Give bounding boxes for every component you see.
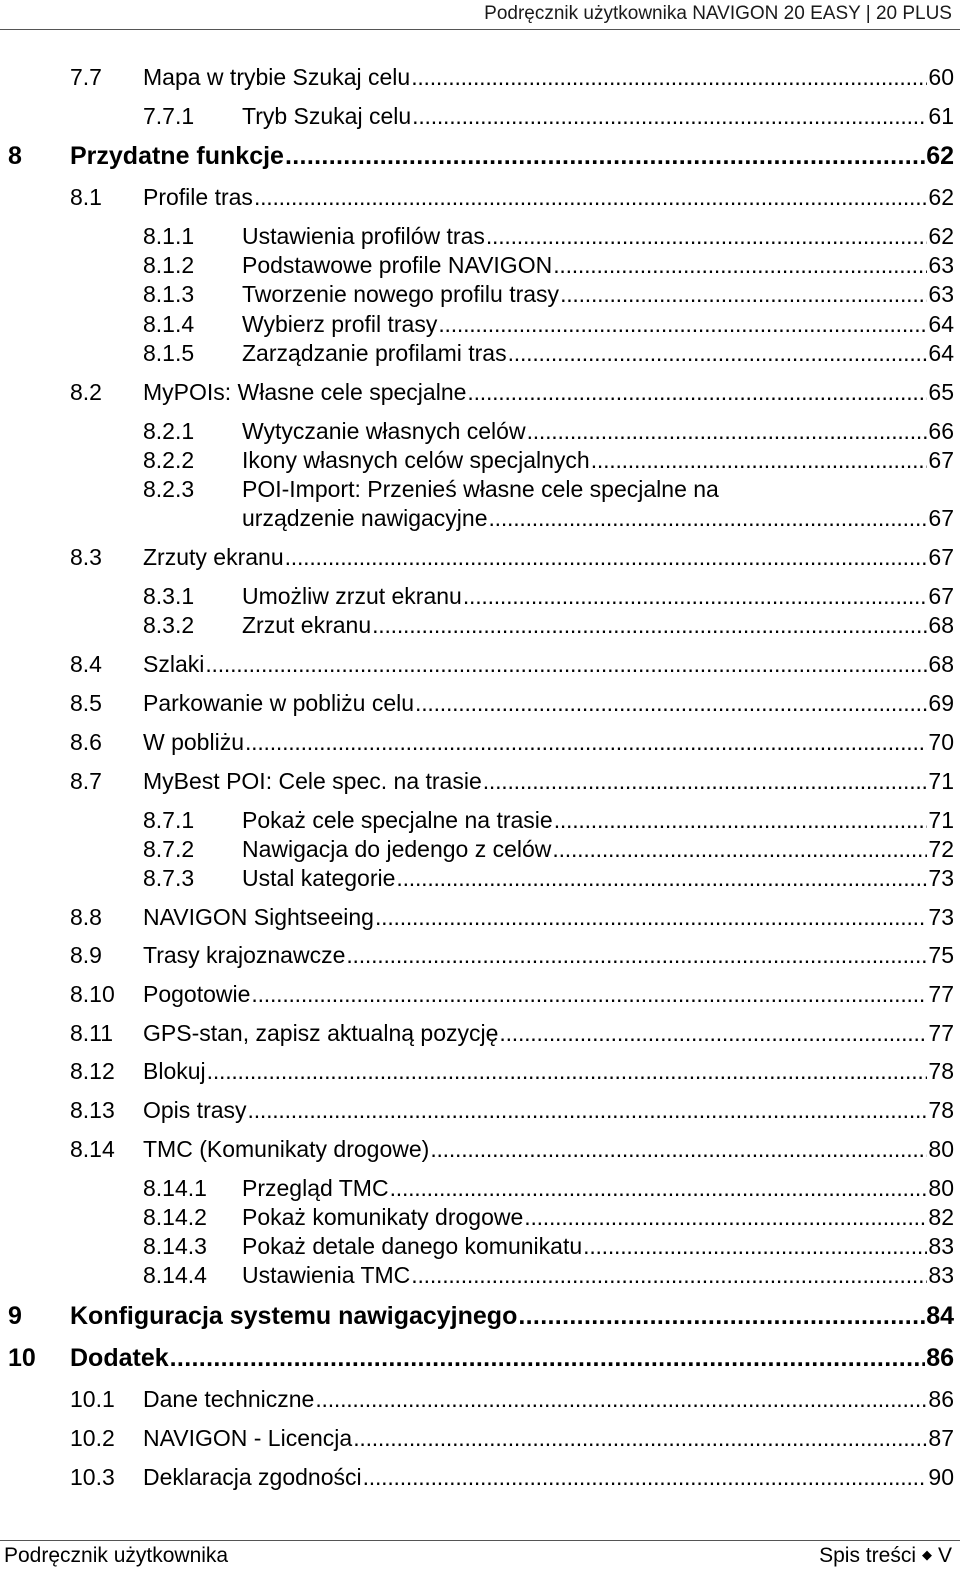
toc-title: POI-Import: Przenieś własne cele specjalne na <box>242 476 719 502</box>
toc-page: 75 <box>928 942 954 968</box>
footer-section-name: Spis treści <box>819 1544 916 1567</box>
toc-entry-9[interactable] <box>8 1301 954 1331</box>
toc-entry-8-9[interactable] <box>70 940 954 970</box>
toc-page: 67 <box>928 505 954 531</box>
toc-page: 78 <box>928 1058 954 1084</box>
dot-leader <box>412 101 927 131</box>
toc-number: 8.9 <box>70 942 102 968</box>
dot-leader <box>205 649 927 679</box>
toc-title: Konfiguracja systemu nawigacyjnego <box>70 1302 518 1330</box>
toc-page: 80 <box>928 1175 954 1201</box>
toc-title: TMC (Komunikaty drogowe) <box>143 1136 430 1162</box>
toc-entry-10-3[interactable] <box>70 1462 954 1492</box>
toc-number: 8.14.4 <box>143 1262 207 1288</box>
toc-page: 64 <box>928 311 954 337</box>
dot-leader <box>430 1134 927 1164</box>
toc-number: 8.14.3 <box>143 1233 207 1259</box>
toc-page: 68 <box>928 651 954 677</box>
toc-entry-8-13[interactable] <box>70 1095 954 1125</box>
toc-entry-8-14-1[interactable] <box>143 1173 954 1203</box>
toc-number: 10 <box>8 1344 36 1372</box>
toc-number: 8.3.1 <box>143 583 195 609</box>
toc-page: 82 <box>928 1204 954 1230</box>
toc-number: 7.7 <box>70 64 102 90</box>
dot-leader <box>486 221 928 251</box>
toc-title: Pokaż cele specjalne na trasie <box>242 807 553 833</box>
dot-leader <box>396 863 927 893</box>
toc-title: GPS-stan, zapisz aktualną pozycję <box>143 1020 499 1046</box>
toc-entry-8-1-5[interactable] <box>143 338 954 368</box>
diamond-icon: ◆ <box>921 1547 932 1562</box>
dot-leader <box>524 1202 927 1232</box>
toc-title: Szlaki <box>143 651 205 677</box>
dot-leader <box>591 445 928 475</box>
toc-page: 62 <box>926 142 954 170</box>
dot-leader <box>499 1018 927 1048</box>
toc-title: W pobliżu <box>143 729 244 755</box>
toc-number: 8.1.5 <box>143 340 195 366</box>
toc-number: 8.5 <box>70 690 102 716</box>
toc-number: 8.3 <box>70 544 102 570</box>
footer-page-number: V <box>937 1544 952 1567</box>
toc-number: 10.1 <box>70 1386 115 1412</box>
dot-leader <box>251 979 927 1009</box>
toc-title: Umożliw zrzut ekranu <box>242 583 462 609</box>
toc-number: 8.12 <box>70 1058 115 1084</box>
toc-number: 7.7.1 <box>143 103 195 129</box>
toc-number: 8.3.2 <box>143 612 195 638</box>
dot-leader <box>285 542 928 572</box>
toc-entry-8-14-4[interactable] <box>143 1260 954 1290</box>
toc-title: Wybierz profil trasy <box>242 311 438 337</box>
toc-entry-8-1-1[interactable] <box>143 221 954 251</box>
toc-page: 72 <box>928 836 954 862</box>
dot-leader <box>245 727 927 757</box>
dot-leader <box>390 1173 928 1203</box>
toc-page: 66 <box>928 418 954 444</box>
dot-leader <box>438 309 927 339</box>
toc-number: 8.14 <box>70 1136 115 1162</box>
toc-number: 8.2.3 <box>143 476 195 502</box>
toc-page: 71 <box>928 807 954 833</box>
toc-entry-8-7-3[interactable] <box>143 863 954 893</box>
toc-entry-8-2-3[interactable] <box>143 474 954 504</box>
toc-number: 8.1.3 <box>143 281 195 307</box>
toc-number: 8.6 <box>70 729 102 755</box>
toc-entry-8-2[interactable] <box>70 377 954 407</box>
toc-page: 67 <box>928 544 954 570</box>
toc-title-continuation: urządzenie nawigacyjne <box>242 505 488 531</box>
dot-leader <box>467 377 927 407</box>
toc-number: 8.4 <box>70 651 102 677</box>
toc-number: 8.1.1 <box>143 223 195 249</box>
dot-leader <box>463 581 928 611</box>
page-footer <box>0 1537 960 1571</box>
toc-number: 8.1.2 <box>143 252 195 278</box>
dot-leader <box>583 1231 927 1261</box>
toc-page: 60 <box>928 64 954 90</box>
toc-entry-8-3-1[interactable] <box>143 581 954 611</box>
toc-title: Nawigacja do jedengo z celów <box>242 836 552 862</box>
toc-page: 63 <box>928 281 954 307</box>
toc-page: 70 <box>928 729 954 755</box>
toc-entry-8-7-2[interactable] <box>143 834 954 864</box>
toc-entry-8-11[interactable] <box>70 1018 954 1048</box>
toc-entry-8-7[interactable] <box>70 766 954 796</box>
toc-page: 67 <box>928 583 954 609</box>
toc-title: Zrzut ekranu <box>242 612 372 638</box>
dot-leader <box>248 1095 928 1125</box>
toc-title: Dodatek <box>70 1344 169 1372</box>
toc-page: 71 <box>928 768 954 794</box>
toc-page: 73 <box>928 865 954 891</box>
dot-leader <box>553 250 927 280</box>
toc-number: 8.7 <box>70 768 102 794</box>
toc-number: 8.8 <box>70 904 102 930</box>
dot-leader <box>411 62 927 92</box>
toc-number: 8 <box>8 142 22 170</box>
toc-entry-8-1-2[interactable] <box>143 250 954 280</box>
toc-title: Podstawowe profile NAVIGON <box>242 252 553 278</box>
dot-leader <box>372 610 927 640</box>
toc-entry-8-1-3[interactable] <box>143 279 954 309</box>
toc-entry-8-1[interactable] <box>70 182 954 212</box>
toc-entry-8[interactable] <box>8 141 954 171</box>
dot-leader <box>560 279 927 309</box>
toc-entry-8-14-2[interactable] <box>143 1202 954 1232</box>
toc-entry-8-14-3[interactable] <box>143 1231 954 1261</box>
toc-entry-10-2[interactable] <box>70 1423 954 1453</box>
toc-title: Parkowanie w pobliżu celu <box>143 690 415 716</box>
dot-leader <box>527 416 928 446</box>
dot-leader <box>411 1260 927 1290</box>
toc-number: 8.14.1 <box>143 1175 207 1201</box>
toc-entry-8-5[interactable] <box>70 688 954 718</box>
dot-leader <box>285 141 925 171</box>
toc-entry-10[interactable] <box>8 1343 954 1373</box>
dot-leader <box>363 1462 928 1492</box>
dot-leader <box>483 766 928 796</box>
toc-number: 8.7.2 <box>143 836 195 862</box>
dot-leader <box>508 338 928 368</box>
toc-title: Blokuj <box>143 1058 206 1084</box>
toc-page: 86 <box>928 1386 954 1412</box>
toc-entry-8-12[interactable] <box>70 1056 954 1086</box>
toc-title: Mapa w trybie Szukaj celu <box>143 64 411 90</box>
toc-page: 68 <box>928 612 954 638</box>
toc-number: 10.3 <box>70 1464 115 1490</box>
toc-page: 69 <box>928 690 954 716</box>
toc-number: 8.7.1 <box>143 807 195 833</box>
dot-leader <box>254 182 927 212</box>
toc-number: 8.11 <box>70 1020 114 1046</box>
dot-leader <box>346 940 927 970</box>
toc-entry-8-10[interactable] <box>70 979 954 1009</box>
toc-entry-8-3-2[interactable] <box>143 610 954 640</box>
dot-leader <box>552 834 927 864</box>
toc-title: Tryb Szukaj celu <box>242 103 412 129</box>
footer-manual-title: Podręcznik użytkownika <box>4 1544 229 1567</box>
toc-entry-8-1-4[interactable] <box>143 309 954 339</box>
toc-page: 65 <box>928 379 954 405</box>
toc-title: Wytyczanie własnych celów <box>242 418 526 444</box>
toc-number: 8.2.2 <box>143 447 195 473</box>
toc-entry-8-7-1[interactable] <box>143 805 954 835</box>
toc-title: NAVIGON - Licencja <box>143 1425 353 1451</box>
toc-entry-8-2-3-continued[interactable] <box>242 503 954 533</box>
toc-entry-7-7-1[interactable] <box>143 101 954 131</box>
toc-title: MyBest POI: Cele spec. na trasie <box>143 768 482 794</box>
toc-title: Deklaracja zgodności <box>143 1464 362 1490</box>
footer-divider <box>0 1540 960 1541</box>
toc-entry-8-4[interactable] <box>70 649 954 679</box>
toc-title: Pogotowie <box>143 981 251 1007</box>
toc-title: Dane techniczne <box>143 1386 315 1412</box>
dot-leader <box>554 805 928 835</box>
dot-leader <box>375 902 927 932</box>
toc-title: Profile tras <box>143 184 253 210</box>
toc-title: Pokaż detale danego komunikatu <box>242 1233 583 1259</box>
toc-entry-8-6[interactable] <box>70 727 954 757</box>
toc-page: 90 <box>928 1464 954 1490</box>
toc-entry-8-8[interactable] <box>70 902 954 932</box>
toc-title: Zrzuty ekranu <box>143 544 284 570</box>
dot-leader <box>170 1343 926 1373</box>
toc-page: 77 <box>928 1020 954 1046</box>
footer-section <box>819 1544 952 1568</box>
toc-page: 61 <box>928 103 954 129</box>
toc-number: 8.1.4 <box>143 311 195 337</box>
toc-title: Pokaż komunikaty drogowe <box>242 1204 524 1230</box>
toc-number: 8.2 <box>70 379 102 405</box>
dot-leader <box>415 688 927 718</box>
toc-title: Ustawienia TMC <box>242 1262 411 1288</box>
toc-entry-8-3[interactable] <box>70 542 954 572</box>
toc-page: 63 <box>928 252 954 278</box>
dot-leader <box>518 1301 925 1331</box>
toc-entry-8-2-1[interactable] <box>143 416 954 446</box>
toc-number: 8.1 <box>70 184 102 210</box>
toc-page: 67 <box>928 447 954 473</box>
dot-leader <box>207 1056 928 1086</box>
toc-title: Tworzenie nowego profilu trasy <box>242 281 560 307</box>
toc-number: 8.7.3 <box>143 865 195 891</box>
toc-entry-8-14[interactable] <box>70 1134 954 1164</box>
toc-title: Ustawienia profilów tras <box>242 223 485 249</box>
toc-entry-7-7[interactable] <box>70 62 954 92</box>
toc-page: 86 <box>926 1344 954 1372</box>
toc-page: 64 <box>928 340 954 366</box>
toc-title: Ikony własnych celów specjalnych <box>242 447 590 473</box>
toc-number: 8.10 <box>70 981 115 1007</box>
toc-entry-8-2-2[interactable] <box>143 445 954 475</box>
toc-number: 8.14.2 <box>143 1204 207 1230</box>
header-title: Podręcznik użytkownika NAVIGON 20 EASY | 20 PLUS <box>484 3 952 24</box>
toc-page: 73 <box>928 904 954 930</box>
toc-title: MyPOIs: Własne cele specjalne <box>143 379 467 405</box>
toc-number: 8.2.1 <box>143 418 195 444</box>
toc-page: 77 <box>928 981 954 1007</box>
toc-page: 62 <box>928 223 954 249</box>
toc-title: Trasy krajoznawcze <box>143 942 346 968</box>
toc-title: NAVIGON Sightseeing <box>143 904 374 930</box>
toc-number: 10.2 <box>70 1425 115 1451</box>
toc-entry-10-1[interactable] <box>70 1384 954 1414</box>
toc-page: 62 <box>928 184 954 210</box>
toc-page: 80 <box>928 1136 954 1162</box>
toc-page: 78 <box>928 1097 954 1123</box>
dot-leader <box>353 1423 927 1453</box>
toc-page: 83 <box>928 1233 954 1259</box>
toc-page: 83 <box>928 1262 954 1288</box>
toc-title: Ustal kategorie <box>242 865 396 891</box>
dot-leader <box>489 503 928 533</box>
toc-number: 8.13 <box>70 1097 115 1123</box>
toc-number: 9 <box>8 1302 22 1330</box>
toc-title: Przydatne funkcje <box>70 142 284 170</box>
toc-title: Opis trasy <box>143 1097 247 1123</box>
toc-title: Zarządzanie profilami tras <box>242 340 507 366</box>
toc-page: 87 <box>928 1425 954 1451</box>
dot-leader <box>315 1384 927 1414</box>
toc-page: 84 <box>926 1302 954 1330</box>
toc-title: Przegląd TMC <box>242 1175 389 1201</box>
